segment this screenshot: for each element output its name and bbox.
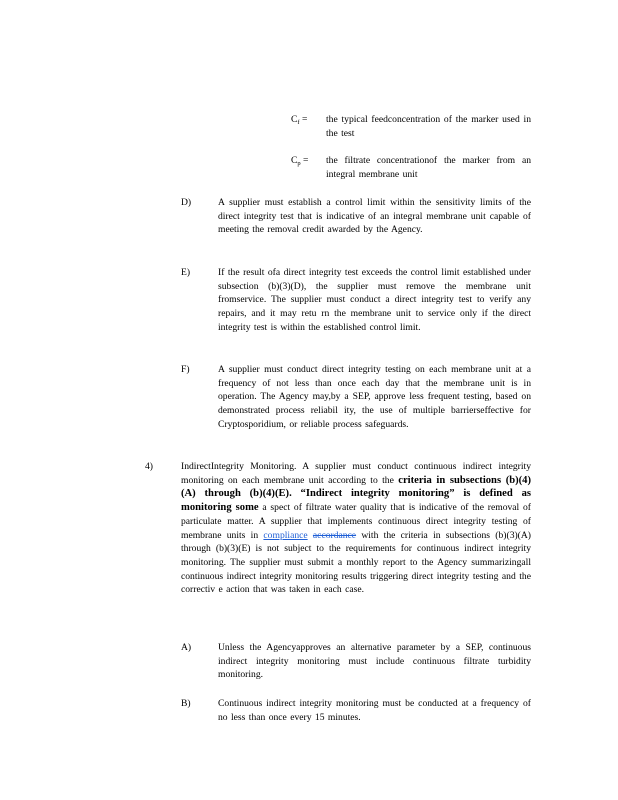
section-4-text-3: with the criteria in subsections (b)(3)(A) through (b)(3)(E) is not subject to the requirements for continuous indirect integrity monitoring. The supplier must submit a monthly report to the Agency summarizingall continuous indirect integrity monitoring results triggering direct integrity testing and the correctiv e action that was taken in each case.	[181, 529, 532, 596]
deleted-text: accordance	[312, 529, 357, 541]
item-text-e: If the result ofa direct integrity test exceeds the control limit established under subsection (b)(3)(D), the supplier must remove the membrane unit fromservice. The supplier must conduct a direct integrity test to verify any repairs, and it may retu rn the membrane unit to service only if the direct integrity test is within the established control limit.	[218, 267, 531, 333]
section-4-bold-text: criteria in subsections (b)(4)(A) through (b)(4)(E). “Indirect integrity monitoring” is defined as monitoring some	[181, 474, 531, 514]
equation-variable-cf: $C_f$ =	[291, 114, 308, 126]
subitem-label-b: B)	[181, 698, 191, 709]
section-4-text-2: a spect of filtrate water quality that is indicative of the removal of particulate matter. A supplier that implements continuous direct integrity testing of membrane units in	[181, 502, 531, 541]
equation-definition-cp: the filtrate concentrationof the marker from an integral membrane unit	[326, 155, 531, 180]
section-label-4: 4)	[145, 461, 153, 472]
item-text-d: A supplier must establish a control limit within the sensitivity limits of the direct integrity test that is indicative of an integral membrane unit capable of meeting the removal credit awarded by the Agency.	[218, 197, 531, 236]
equation-definition-cf: the typical feedconcentration of the marker used in the test	[326, 114, 531, 139]
equation-variable-cp: $C_p$ =	[291, 155, 309, 167]
item-text-f: A supplier must conduct direct integrity testing on each membrane unit at a frequency of not less than once each day that the membrane unit is in operation. The Agency may,by a SEP, approve less frequent testing, based on demonstrated process reliabil ity, the use of multiple barrierseffective for Cryptosporidium, or reliable process safeguards.	[218, 364, 531, 430]
inserted-text: compliance	[263, 529, 308, 541]
subitem-text-b: Continuous indirect integrity monitoring must be conducted at a frequency of no less than once every 15 minutes.	[218, 698, 531, 723]
item-label-d: D)	[181, 197, 192, 208]
subitem-text-a: Unless the Agencyapproves an alternative parameter by a SEP, continuous indirect integrity monitoring must include continuous filtrate turbidity monitoring.	[218, 642, 531, 681]
section-4-paragraph	[181, 460, 531, 597]
section-4-text-1: IndirectIntegrity Monitoring. A supplier must conduct continuous indirect integrity monitoring on each membrane unit according to the	[181, 461, 531, 486]
item-label-f: F)	[181, 364, 190, 375]
subitem-label-a: A)	[181, 642, 192, 653]
item-label-e: E)	[181, 267, 191, 278]
